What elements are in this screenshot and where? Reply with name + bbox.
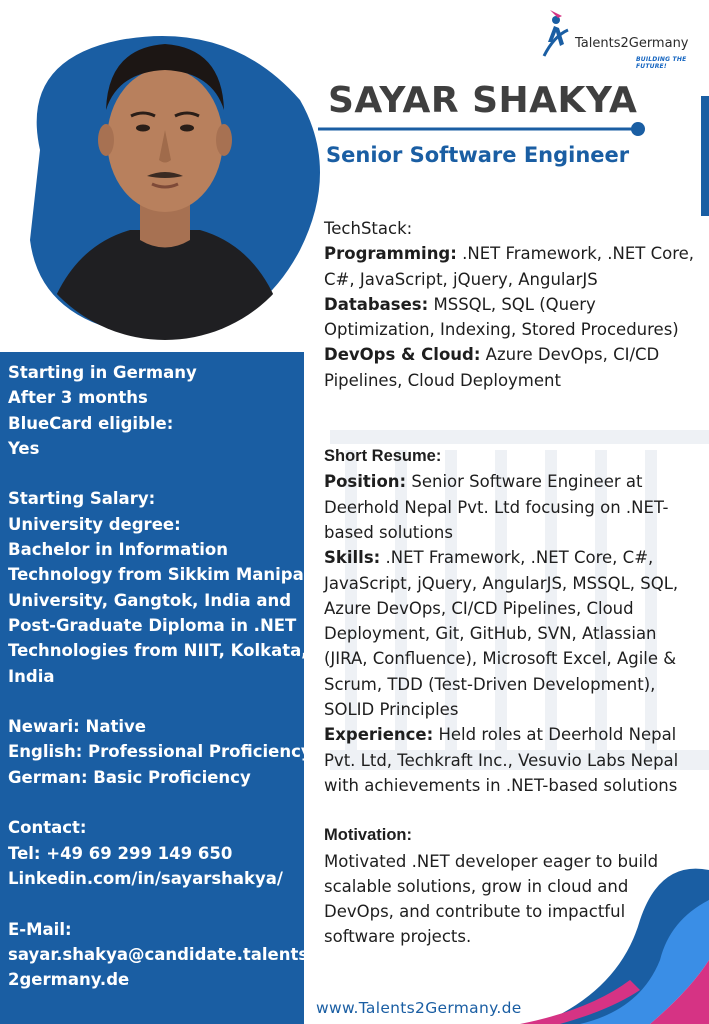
accent-bar: [701, 96, 709, 216]
email-address-cont[interactable]: 2germany.de: [8, 970, 130, 990]
experience-text: Held roles at Deerhold Nepal: [433, 725, 677, 745]
position-line: [324, 469, 704, 494]
bluecard-value: Yes: [8, 438, 40, 458]
starting-label-line: [8, 360, 312, 385]
motivation-heading: Motivation:: [324, 826, 412, 845]
motivation-text: DevOps, and contribute to impactful: [324, 902, 626, 922]
starting-value: After 3 months: [8, 388, 148, 408]
name-underline: [318, 121, 648, 137]
motivation-text: Motivated .NET developer eager to build: [324, 851, 659, 871]
experience-text-cont: with achievements in .NET-based solutions: [324, 775, 678, 795]
programming-label: Programming:: [324, 244, 457, 264]
resume-heading: Short Resume:: [324, 447, 442, 466]
devops-text-cont: Pipelines, Cloud Deployment: [324, 370, 561, 390]
email-address[interactable]: sayar.shakya@candidate.talents: [8, 944, 309, 964]
motivation-text: software projects.: [324, 927, 472, 947]
skills-text-cont: (JIRA, Confluence), Microsoft Excel, Agile &: [324, 649, 677, 669]
website-link[interactable]: www.Talents2Germany.de: [316, 999, 522, 1017]
job-title: Senior Software Engineer: [326, 143, 630, 167]
position-label: Position:: [324, 472, 407, 492]
logo-tagline: BUILDING THE FUTURE!: [636, 56, 687, 70]
decorative-ribbon: [520, 860, 709, 1024]
logo-name: Talents2Germany: [575, 36, 689, 51]
contact-label: Contact:: [8, 818, 87, 838]
skills-label: Skills:: [324, 548, 381, 568]
databases-text-cont: Optimization, Indexing, Stored Procedures): [324, 320, 679, 340]
databases-text: MSSQL, SQL (Query: [428, 294, 596, 314]
runner-plane-icon: [544, 10, 568, 56]
databases-line: [324, 292, 704, 317]
programming-line: [324, 241, 704, 266]
degree-line: Technologies from NIIT, Kolkata,: [8, 641, 308, 661]
language-item: Newari: Native: [8, 717, 146, 737]
devops-label: DevOps & Cloud:: [324, 345, 481, 365]
degree-label: University degree:: [8, 514, 181, 534]
language-item: German: Basic Proficiency: [8, 767, 251, 787]
techstack-heading: TechStack:: [324, 219, 413, 238]
degree-line: Technology from Sikkim Manipal: [8, 565, 310, 585]
degree-line: Post-Graduate Diploma in .NET: [8, 615, 297, 635]
linkedin-link[interactable]: Linkedin.com/in/sayarshakya/: [8, 868, 283, 888]
position-text-cont: Deerhold Nepal Pvt. Ltd focusing on .NET-: [324, 497, 669, 517]
skills-text-cont: JavaScript, jQuery, AngularJS, MSSQL, SQL,: [324, 573, 679, 593]
phone-number[interactable]: Tel: +49 69 299 149 650: [8, 843, 233, 863]
language-item: English: Professional Proficiency: [8, 742, 312, 762]
experience-line: [324, 722, 704, 747]
skills-text-cont: Scrum, TDD (Test-Driven Development),: [324, 674, 656, 694]
position-text: Senior Software Engineer at: [406, 472, 643, 492]
databases-label: Databases:: [324, 294, 429, 314]
skills-text-cont: Azure DevOps, CI/CD Pipelines, Cloud: [324, 598, 634, 618]
devops-line: [324, 342, 704, 367]
degree-line: Bachelor in Information: [8, 540, 228, 560]
salary-label: Starting Salary:: [8, 489, 156, 509]
devops-text: Azure DevOps, CI/CD: [480, 345, 660, 365]
experience-label: Experience:: [324, 725, 434, 745]
profile-photo: [0, 0, 330, 345]
starting-label: Starting in Germany: [8, 363, 197, 382]
degree-line: University, Gangtok, India and: [8, 590, 292, 610]
experience-text-cont: Pvt. Ltd, Techkraft Inc., Vesuvio Labs Nepal: [324, 750, 679, 770]
main-content: [324, 216, 704, 950]
skills-text: .NET Framework, .NET Core, C#,: [380, 548, 654, 568]
sidebar-panel: [0, 352, 312, 1024]
email-label: E-Mail:: [8, 919, 72, 939]
programming-text-cont: C#, JavaScript, jQuery, AngularJS: [324, 269, 598, 289]
programming-text: .NET Framework, .NET Core,: [456, 244, 695, 264]
skills-text-cont: Deployment, Git, GitHub, SVN, Atlassian: [324, 624, 657, 644]
motivation-text: scalable solutions, grow in cloud and: [324, 876, 629, 896]
skills-text-cont: SOLID Principles: [324, 700, 459, 720]
position-text-cont: based solutions: [324, 522, 453, 542]
degree-line: India: [8, 666, 55, 686]
skills-line: [324, 545, 704, 570]
starting-colon: :: [196, 363, 204, 382]
candidate-name: SAYAR SHAKYA: [328, 80, 638, 121]
bluecard-label: BlueCard eligible:: [8, 413, 174, 433]
